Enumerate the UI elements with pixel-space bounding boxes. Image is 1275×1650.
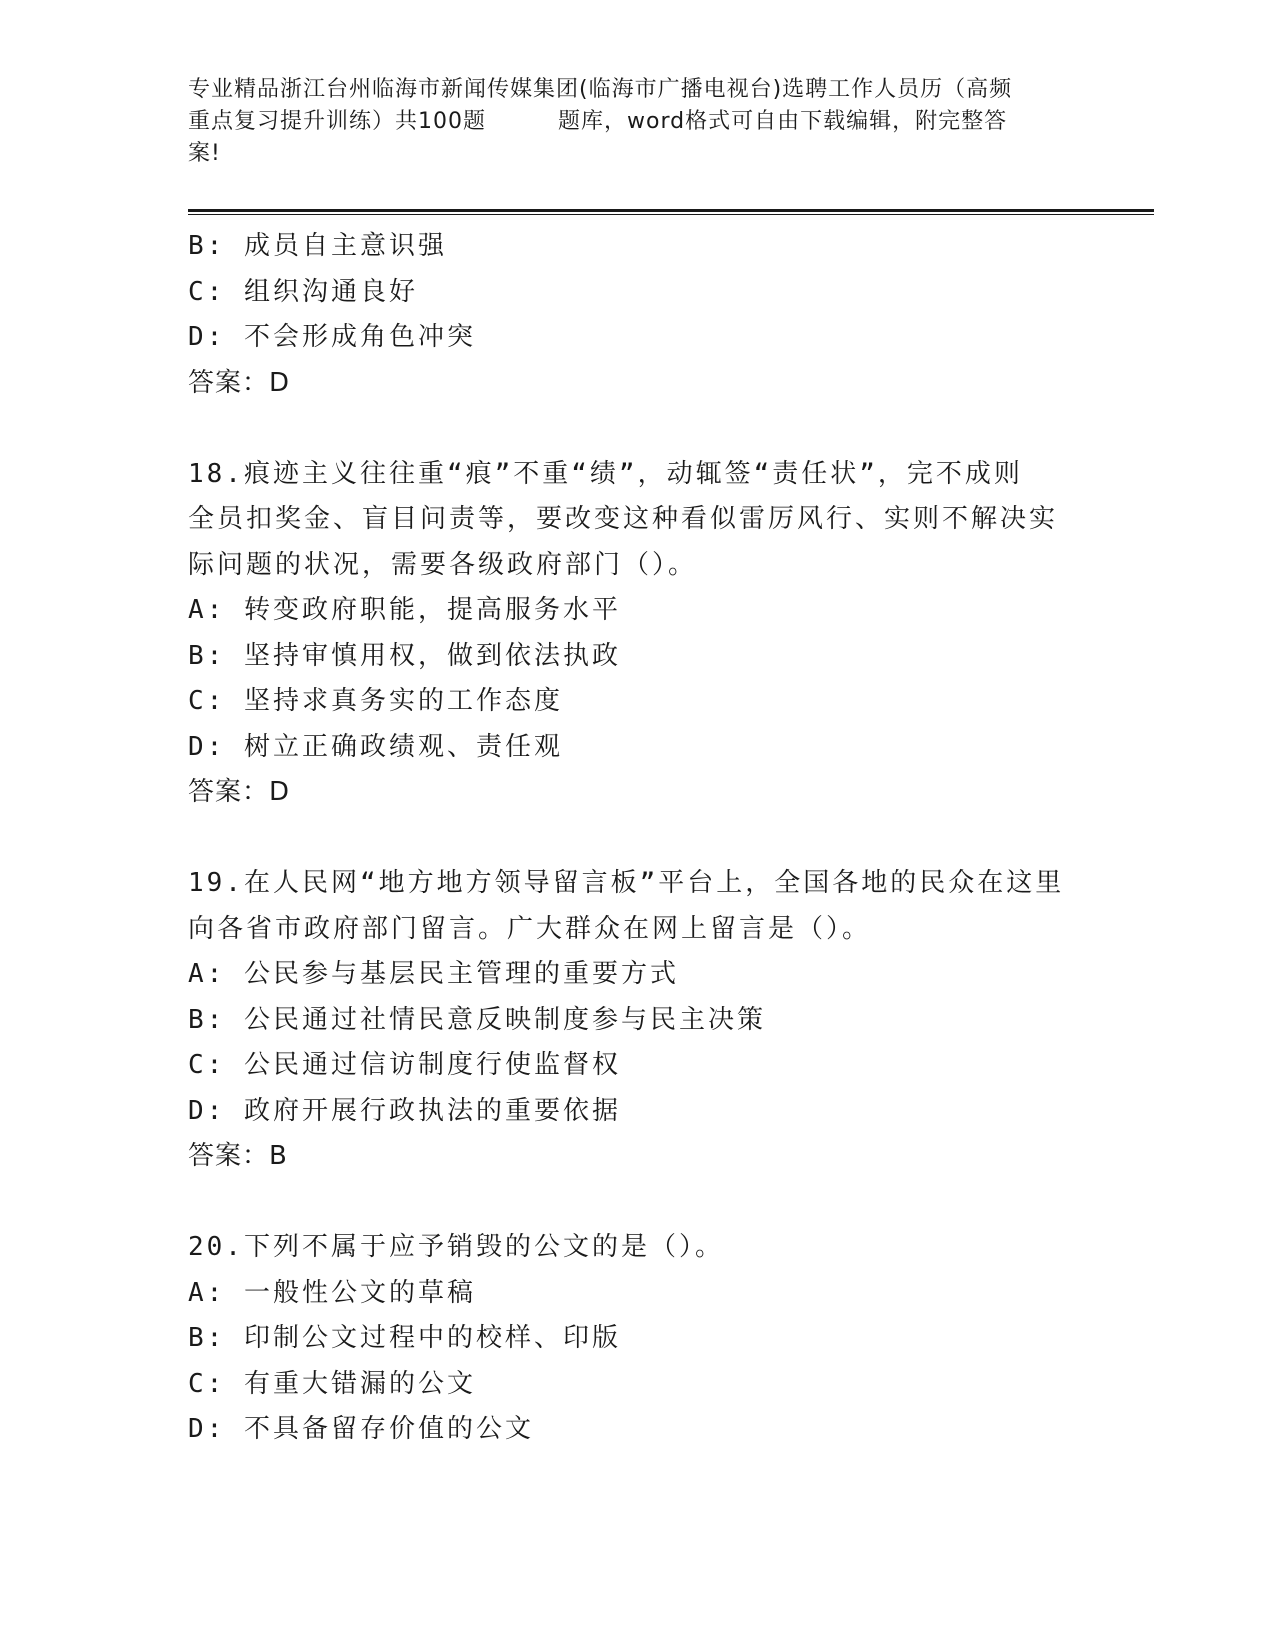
option-line: A: 转变政府职能，提高服务水平: [188, 595, 621, 625]
document-header: [188, 74, 1088, 170]
question-20: [188, 1225, 1088, 1453]
option-line: B: 公民通过社情民意反映制度参与民主决策: [188, 1004, 766, 1035]
question-stem-line: 20.下列不属于应予销毁的公文的是（）。: [188, 1232, 724, 1262]
option-line: B: 成员自主意识强: [188, 231, 447, 261]
option-line: B: 印制公文过程中的校样、印版: [188, 1323, 621, 1353]
option-line: D: 不具备留存价值的公文: [188, 1414, 534, 1444]
option-line: C: 有重大错漏的公文: [188, 1368, 476, 1399]
question-content: [188, 224, 1088, 1453]
question-stem-line: 19.在人民网“地方地方领导留言板”平台上，全国各地的民众在这里: [188, 868, 1065, 898]
question-stem-line: 向各省市政府部门留言。广大群众在网上留言是（）。: [188, 913, 872, 944]
question-18: [188, 452, 1088, 816]
question-stem-line: 际问题的状况，需要各级政府部门（）。: [188, 549, 698, 580]
answer-line: 答案：D: [188, 777, 291, 807]
question-19: [188, 861, 1088, 1180]
option-line: C: 公民通过信访制度行使监督权: [188, 1050, 621, 1080]
answer-line: 答案：D: [188, 367, 291, 398]
option-line: B: 坚持审慎用权，做到依法执政: [188, 640, 621, 671]
header-line-2: [188, 106, 1088, 138]
option-line: A: 公民参与基层民主管理的重要方式: [188, 959, 679, 989]
option-line: D: 树立正确政绩观、责任观: [188, 731, 563, 762]
answer-line: 答案：B: [188, 1141, 288, 1171]
option-line: C: 坚持求真务实的工作态度: [188, 686, 563, 716]
header-line-2b: 题库，word格式可自由下载编辑，附完整答: [558, 109, 1008, 134]
option-line: D: 不会形成角色冲突: [188, 322, 476, 352]
question-stem-line: 18.痕迹主义往往重“痕”不重“绩”，动辄签“责任状”，完不成则: [188, 458, 1023, 489]
header-divider-thin: [188, 214, 1154, 215]
prev-question: [188, 224, 1088, 406]
header-line-1: 专业精品浙江台州临海市新闻传媒集团(临海市广播电视台)选聘工作人员历（高频: [188, 77, 1013, 102]
header-line-3: 案!: [188, 141, 221, 166]
header-divider-thick: [188, 209, 1154, 212]
question-stem-line: 全员扣奖金、盲目问责等，要改变这种看似雷厉风行、实则不解决实: [188, 504, 1059, 534]
option-line: C: 组织沟通良好: [188, 276, 418, 307]
header-line-2a: 重点复习提升训练）共100题: [188, 109, 486, 134]
option-line: D: 政府开展行政执法的重要依据: [188, 1095, 621, 1126]
option-line: A: 一般性公文的草稿: [188, 1277, 476, 1308]
